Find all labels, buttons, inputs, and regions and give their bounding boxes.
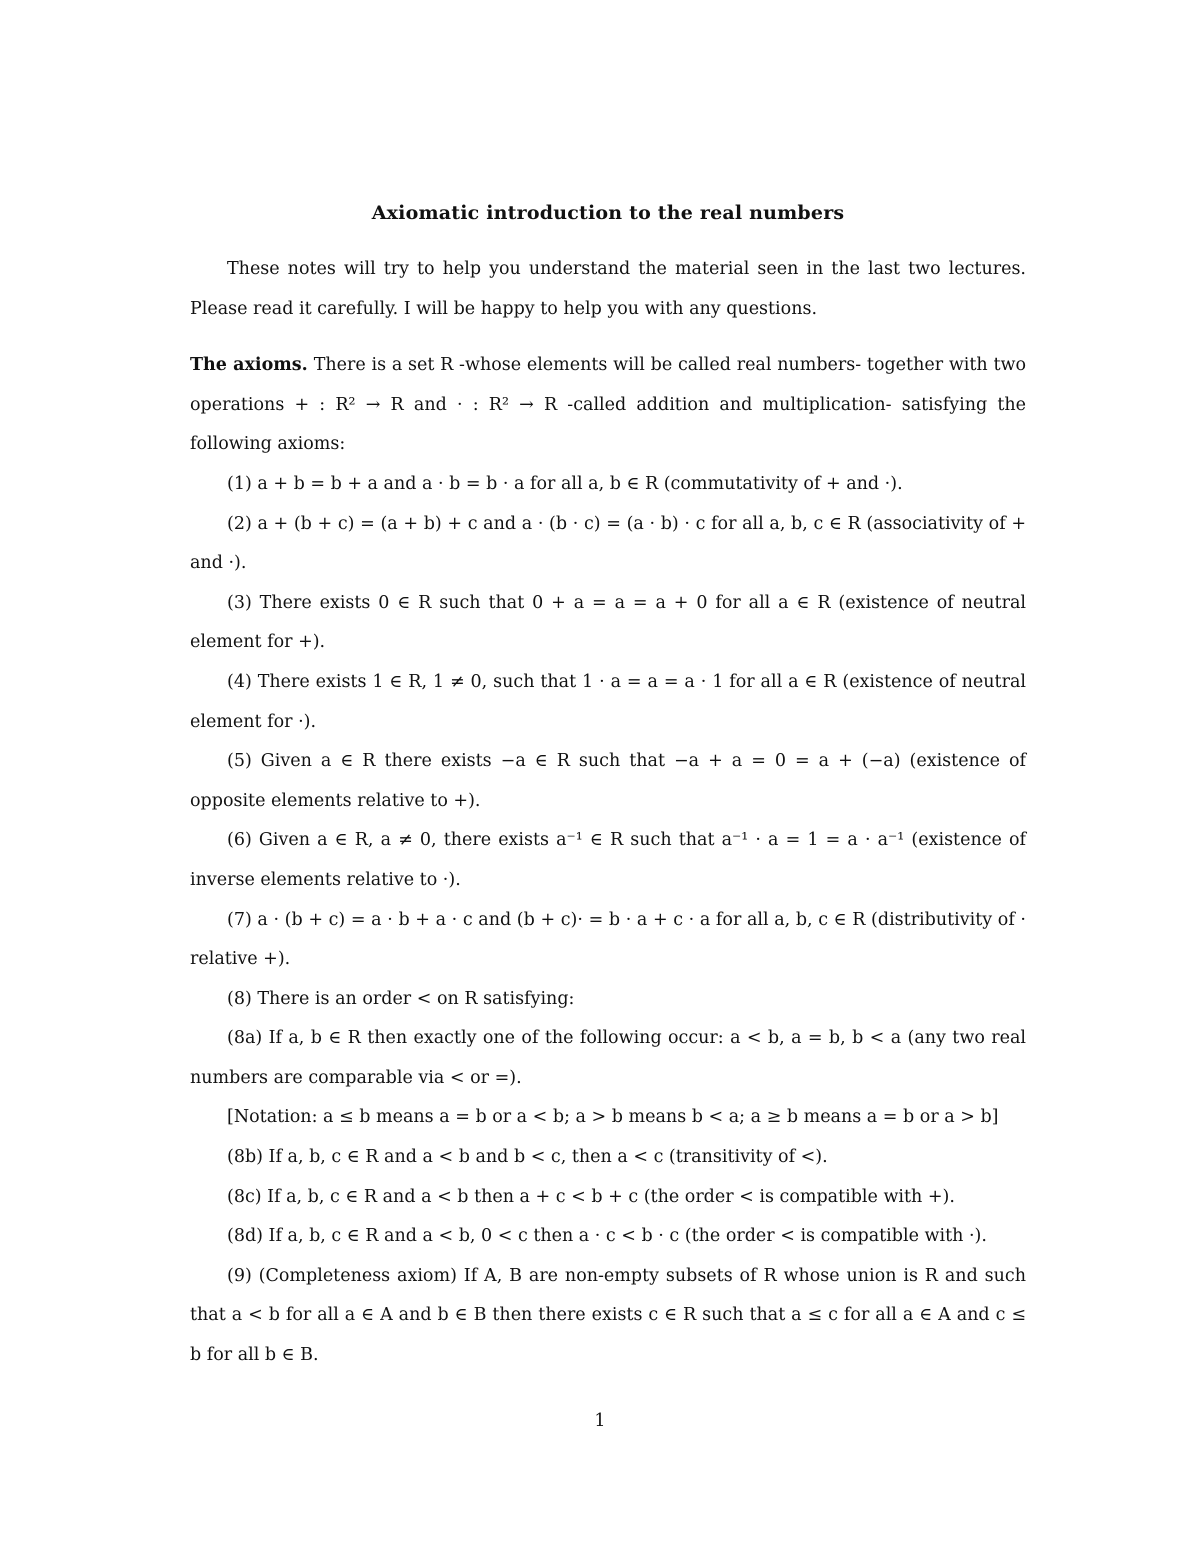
axiom-8a: (8a) If a, b ∈ R then exactly one of the following occur: a < b, a = b, b < a (any two real numbers are comparable via < or =). (190, 1028, 1026, 1088)
axiom-1: (1) a + b = b + a and a · b = b · a for all a, b ∈ R (commutativity of + and ·). (227, 473, 903, 494)
axiom-9: (9) (Completeness axiom) If A, B are non-empty subsets of R whose union is R and such that a < b for all a ∈ A and b ∈ B then there exists c ∈ R such that a ≤ c for all a ∈ A and c ≤ b for all b ∈ B. (190, 1265, 1026, 1366)
axiom-7: (7) a · (b + c) = a · b + a · c and (b + c)· = b · a + c · a for all a, b, c ∈ R (distributivity of · relative +). (190, 909, 1026, 970)
intro-paragraph: These notes will try to help you understand the material seen in the last two lectures. Please read it carefully. I will be happy to help you with any questions. (190, 259, 1026, 319)
axiom-2: (2) a + (b + c) = (a + b) + c and a · (b · c) = (a · b) · c for all a, b, c ∈ R (associativity of + and ·). (190, 513, 1026, 574)
axiom-6: (6) Given a ∈ R, a ≠ 0, there exists a⁻¹ ∈ R such that a⁻¹ · a = 1 = a · a⁻¹ (existence of inverse elements relative to ·). (190, 830, 1026, 890)
page-number: 1 (594, 1411, 606, 1431)
axioms-intro: There is a set R -whose elements will be called real numbers- together with two operations + : R² → R and · : R² → R -called addition and multiplication- satisfying the following axioms: (190, 355, 1026, 455)
axioms-heading: The axioms. (190, 355, 308, 376)
document-page (190, 198, 1026, 1376)
axiom-5: (5) Given a ∈ R there exists −a ∈ R such that −a + a = 0 = a + (−a) (existence of opposite elements relative to +). (190, 751, 1026, 811)
notation-note: [Notation: a ≤ b means a = b or a < b; a > b means b < a; a ≥ b means a = b or a > b] (227, 1107, 999, 1128)
axiom-8: (8) There is an order < on R satisfying: (227, 988, 575, 1009)
axiom-3: (3) There exists 0 ∈ R such that 0 + a = a = a + 0 for all a ∈ R (existence of neutral element for +). (190, 592, 1026, 653)
axioms-paragraph (190, 346, 1026, 465)
axiom-8b: (8b) If a, b, c ∈ R and a < b and b < c, then a < c (transitivity of <). (227, 1147, 828, 1168)
document-title: Axiomatic introduction to the real numbers (371, 202, 845, 224)
axiom-8c: (8c) If a, b, c ∈ R and a < b then a + c < b + c (the order < is compatible with +). (227, 1186, 955, 1207)
axiom-8d: (8d) If a, b, c ∈ R and a < b, 0 < c then a · c < b · c (the order < is compatible with ·). (227, 1226, 987, 1247)
axiom-4: (4) There exists 1 ∈ R, 1 ≠ 0, such that 1 · a = a = a · 1 for all a ∈ R (existence of neutral element for ·). (190, 671, 1026, 732)
